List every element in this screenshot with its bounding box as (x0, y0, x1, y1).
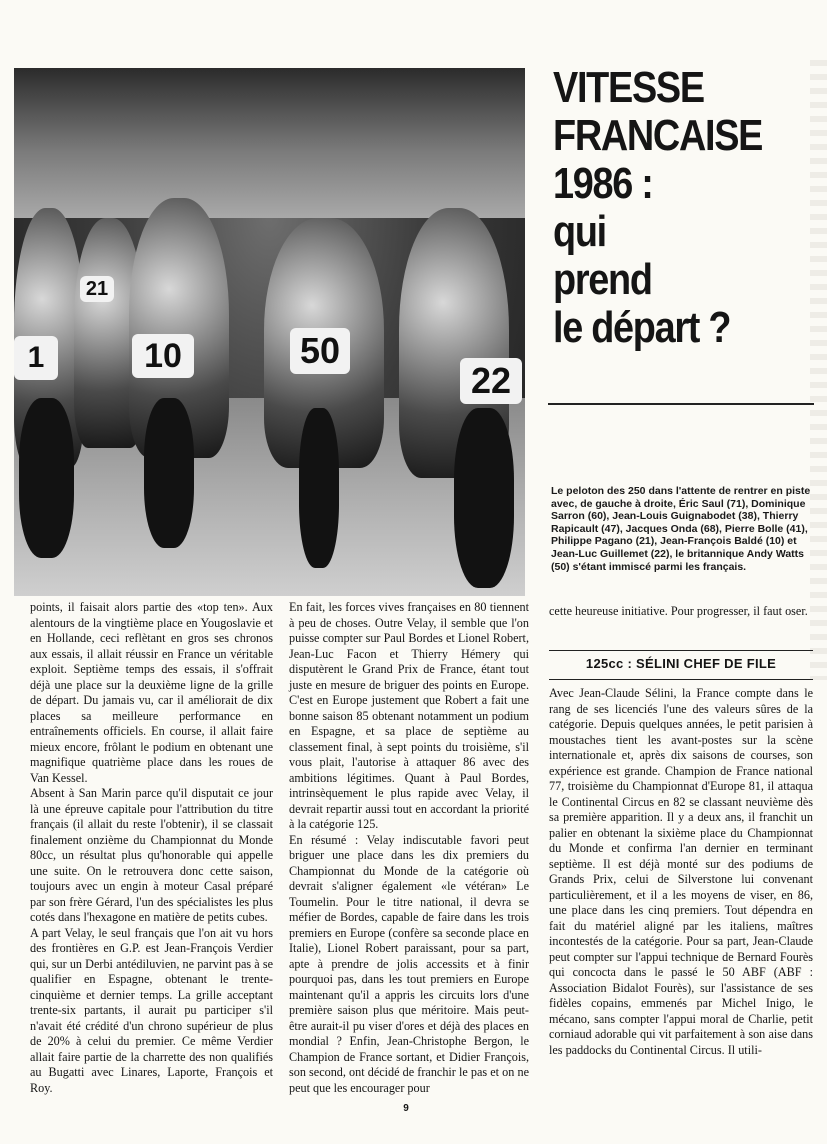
paragraph: Avec Jean-Claude Sélini, la France compte dans le rang de ses licenciés l'une des valeurs sûres de la catégorie. Depuis quelques années, le petit parisien à moustaches tient les avant-postes sur la scène internationale et, après dix saisons de courses, son expérience est grande. Champion de France national 77, troisième du Championnat d'Europe 81, il attaqua le Continental Circus en 82 se classant neuvième dès sa première apparition. Il y a deux ans, il franchit un palier en obtenant la sixième place du Championnat du Monde et confirma l'an dernier en terminant septième. Il est déjà monté sur des podiums de Grands Prix, celui de Silverstone lui convenant particulièrement, et il a les moyens de viser, en 86, une place dans les cinq premiers. Tout dépendra en fait du matériel aligné par les italiens, maîtres incontestés de la catégorie. Pour sa part, Jean-Claude peut compter sur l'appui technique de Bernard Fourès qui concocta dans le passé le 50 ABF (ABF : Association Bidalot Fourès), sur l'assistance de ses fidèles copains, emmenés par Michel Inigo, le mécano, sans compter l'appui moral de Charlie, petit corniaud adorable qui vit parfaitement à son aise dans les paddocks du Continental Circus. Il utili- (549, 686, 813, 1057)
plate-1: 1 (14, 336, 58, 380)
column-3-top (549, 604, 813, 620)
plate-50: 50 (290, 328, 350, 374)
subhead-rule-top (549, 650, 813, 651)
headline-line: 1986 : (553, 159, 653, 208)
headline (553, 64, 778, 352)
race-start-photo (14, 68, 525, 596)
plate-22: 22 (460, 358, 522, 404)
subhead-rule-bottom (549, 679, 813, 680)
photo-caption: Le peloton des 250 dans l'attente de rentrer en piste avec, de gauche à droite, Éric Saul (71), Dominique Sarron (60), Jean-Louis Guignabodet (38), Thierry Rapicault (47), Jacques Onda (68), Pierre Bolle (41), Philippe Pagano (21), Jean-François Baldé (10) et Jean-Luc Guillemet (22), le britannique Andy Watts (50) s'étant immiscé parmi les français. (551, 485, 811, 573)
headline-line: VITESSE (553, 63, 704, 112)
wheel-50 (299, 408, 339, 568)
column-3 (549, 686, 813, 1058)
section-subhead: 125cc : SÉLINI CHEF DE FILE (585, 656, 777, 671)
headline-line: FRANCAISE (553, 111, 763, 160)
column-1 (30, 600, 273, 1096)
wheel-10 (144, 398, 194, 548)
headline-line: le départ ? (553, 303, 731, 352)
page-number: 9 (403, 1103, 409, 1114)
column-2 (289, 600, 529, 1096)
plate-10: 10 (132, 334, 194, 378)
headline-rule (548, 403, 814, 405)
paragraph: cette heureuse initiative. Pour progresser, il faut oser. (549, 604, 808, 618)
paragraph: En résumé : Velay indiscutable favori peut briguer une place dans les dix premiers du Championnat du Monde de la catégorie où devrait s'aligner également «le vétéran» Le Toumelin. Pour le titre national, il devra se méfier de Bordes, capable de faire dans les trois premiers en Europe (confère sa seconde place en Italie), Lionel Robert paraissant, pour sa part, apte à prendre de jolis accessits et à finir pourquoi pas, dans les tout premiers en Europe maintenant qu'il a appris les circuits lors d'une première saison plus que méritoire. Mais peut-être aurait-il pu viser d'ores et déjà des places en mondial ? Enfin, Jean-Christophe Bergon, le Champion de France sortant, et Didier François, son second, ont décidé de franchir le pas et on ne peut que les encourager pour (289, 832, 529, 1095)
wheel-22 (454, 408, 514, 588)
photo-sky (14, 68, 525, 218)
headline-line: prend (553, 255, 652, 304)
plate-21: 21 (80, 276, 114, 302)
paragraph: En fait, les forces vives françaises en 80 tiennent à peu de choses. Outre Velay, il semble que l'on puisse compter sur Paul Bordes et Lionel Robert, Jean-Luc Facon et Thierry Hémery qui disputèrent le Grand Prix de France, étant tout juste en mesure de briguer des points en Europe. C'est en Europe justement que Robert a fait une bonne saison 85 obtenant notamment un podium en Espagne, et sa place de septième au classement final, à sept points du troisième, s'il vous plait, l'autorise à attaquer 86 avec des ambitions légitimes. Quant à Paul Bordes, intrinsèquement le plus rapide avec Velay, il devrait repartir aussi tout en accordant la priorité à la catégorie 125. (289, 600, 529, 831)
facing-page-bleed (810, 60, 827, 680)
paragraph: A part Velay, le seul français que l'on ait vu hors des frontières en G.P. est Jean-François Verdier qui, sur un Derbi antédiluvien, ne parvint pas à se qualifier en Espagne, obtenant le trente-cinquième et dernier temps. La grille acceptant trente-six partants, il aurait pu participer s'il n'avait été crédité d'un chrono supérieur de plus de 20% à celui du premier. Ce même Verdier allait faire partie de la charrette des non qualifiés au Bugatti avec Linares, Laporte, François et Roy. (30, 925, 273, 1095)
paragraph: points, il faisait alors partie des «top ten». Aux alentours de la vingtième place en Yougoslavie et en Hollande, ceci reflètant en gros ses chronos aux essais, il allait réussir en France un véritable exploit. Septième temps des essais, il s'offrait déjà une place sur la deuxième ligne de la grille de départ. Du jamais vu, car il améliorait de dix places sa meilleure performance en entraînements officiels. En course, il allait faire mieux encore, frôlant le podium en obtenant une magnifique quatrième place dans les roues de Van Kessel. (30, 600, 273, 785)
paragraph: Absent à San Marin parce qu'il disputait ce jour là une épreuve capitale pour l'attribution du titre français (il allait du reste l'obtenir), il se classait finalement onzième du Championnat du Monde 80cc, un résultat plus qu'honorable qui appelle une suite. On le retrouvera donc cette saison, toujours avec un engin à moteur Casal préparé par son frère Gérard, l'un des spécialistes les plus cotés dans l'hexagone en matière de petits cubes. (30, 786, 273, 924)
headline-line: qui (553, 207, 606, 256)
wheel-left (19, 398, 74, 558)
